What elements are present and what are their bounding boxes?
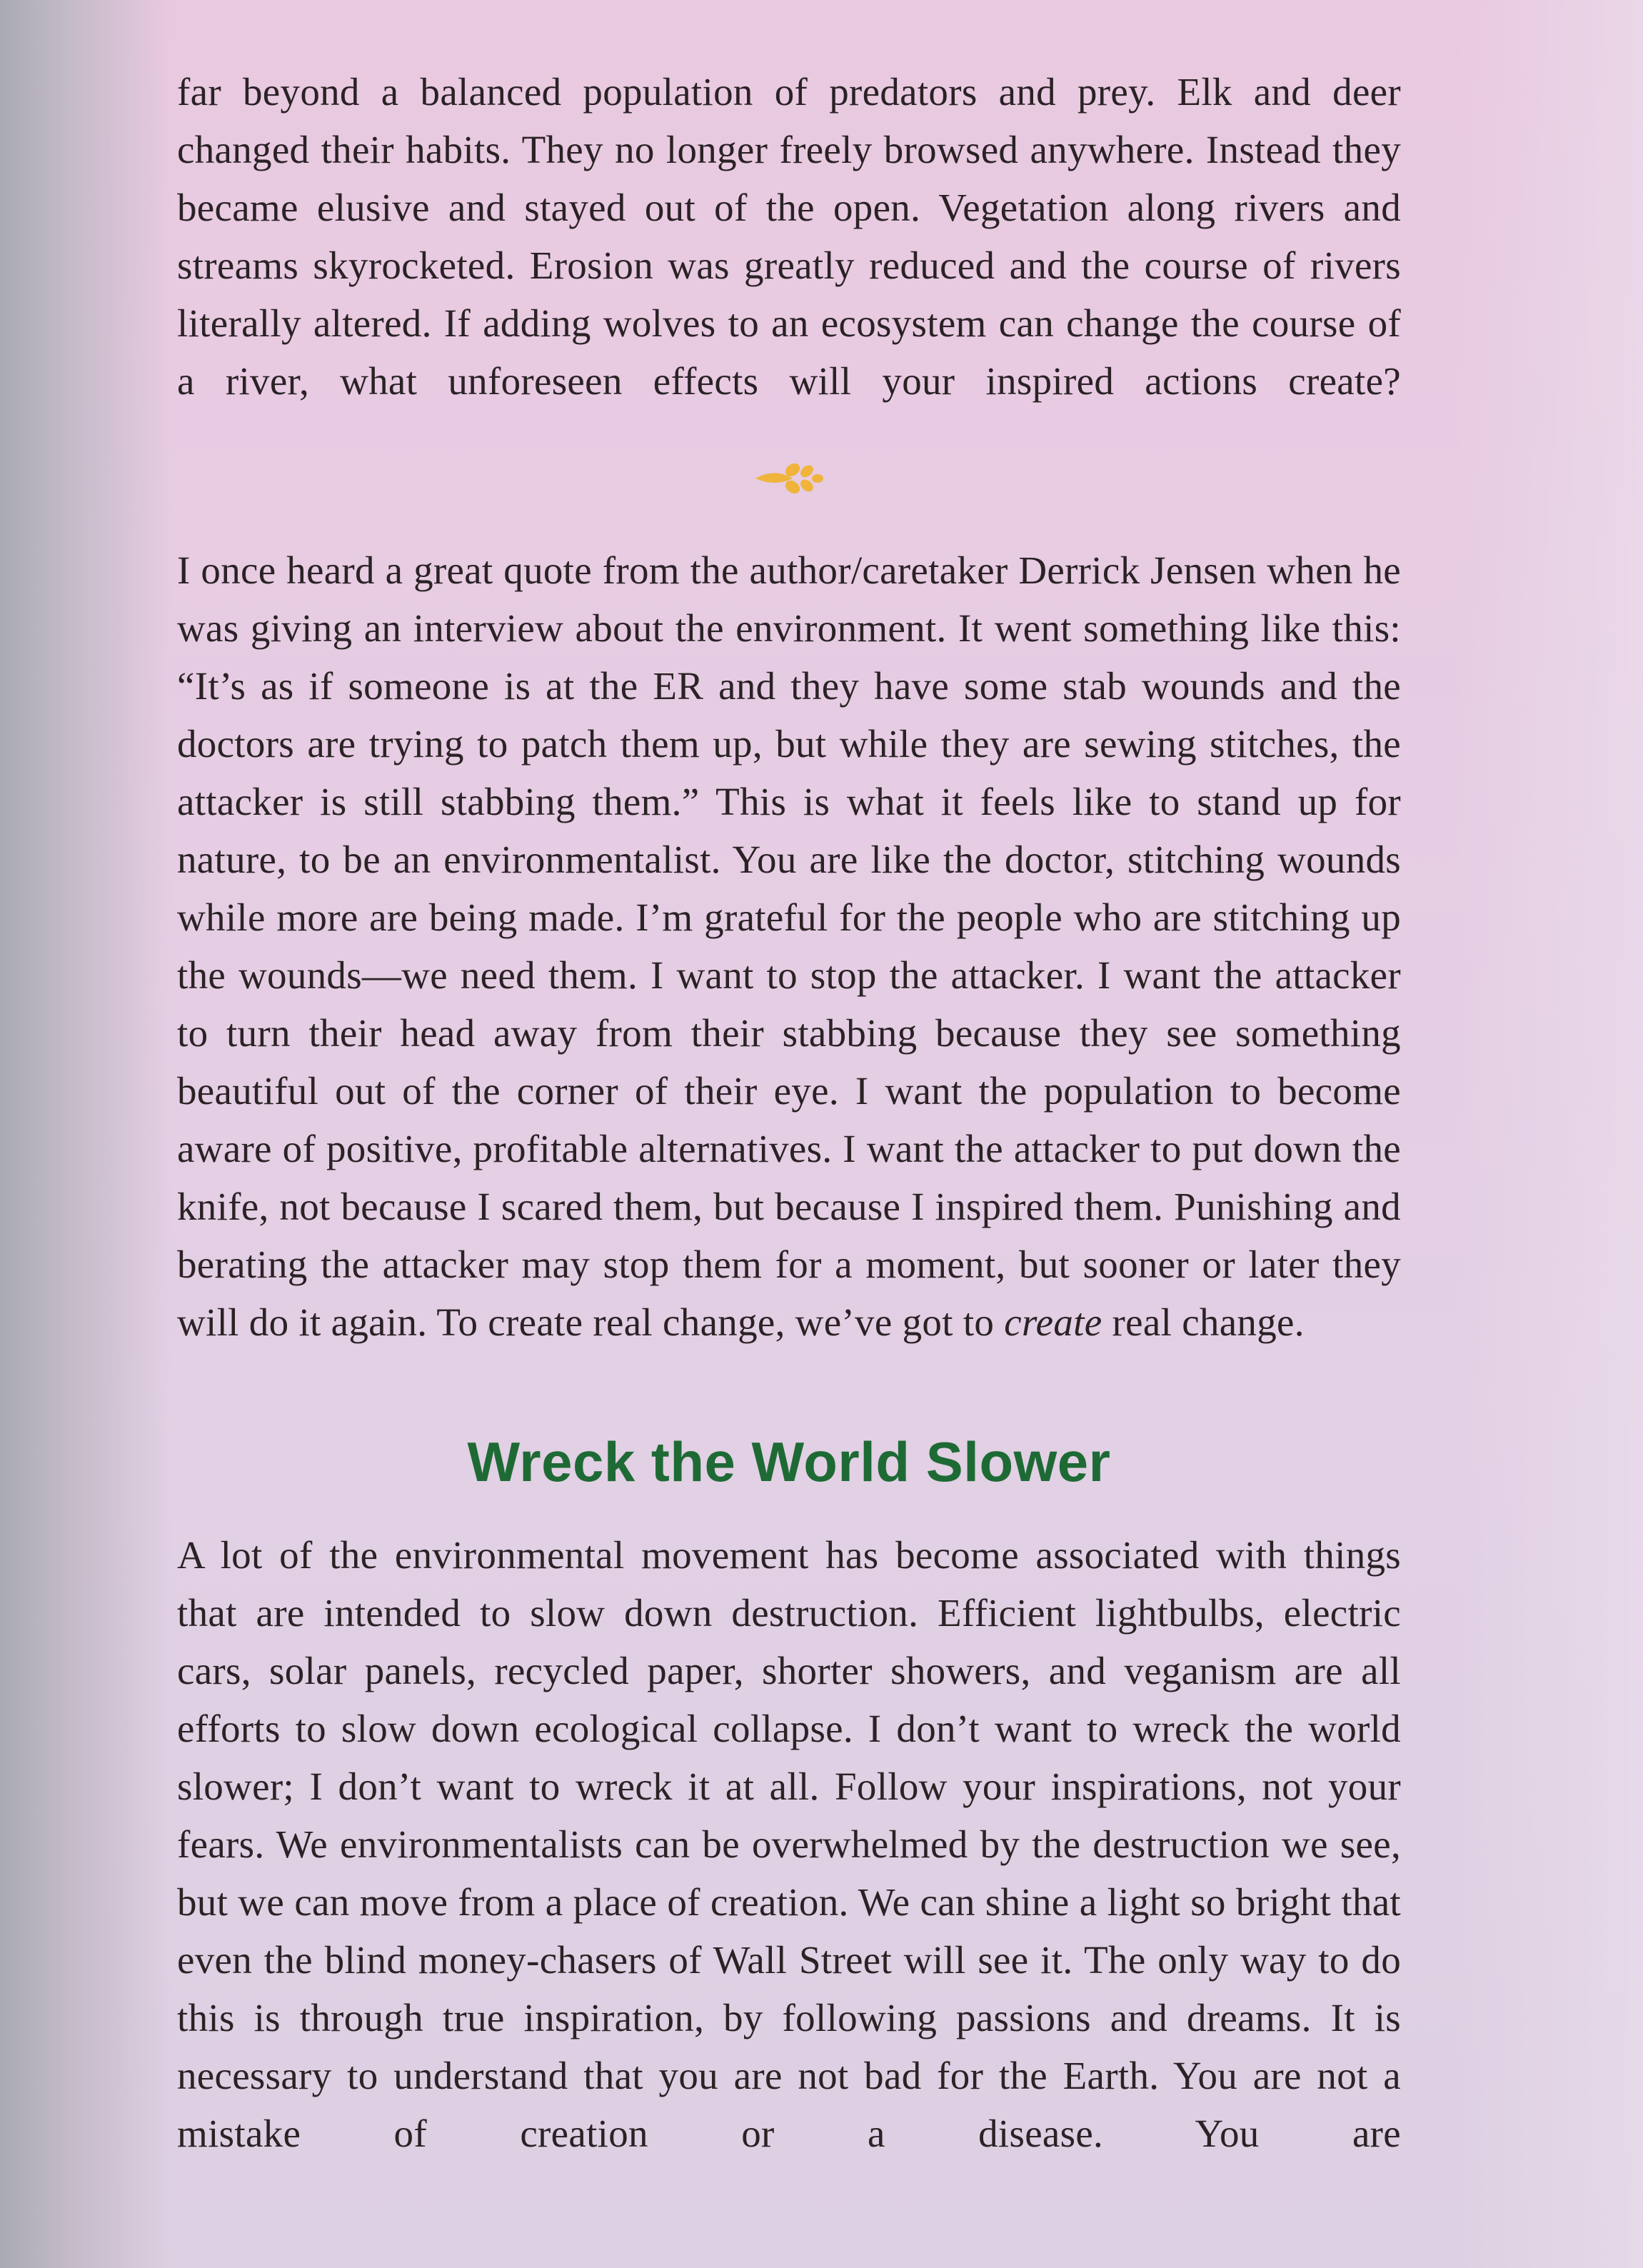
emphasis-create: create	[1004, 1300, 1102, 1344]
page-edge-light	[1457, 0, 1643, 2268]
paragraph-wreck-slower	[177, 1526, 1401, 2162]
paragraph-wreck-slower-text: A lot of the environmental movement has become associated with things that are intended to slow down destruction. Efficient lightbulbs, electric cars, solar panels, recycled paper, shorter showers, and veganism are all efforts to slow down ecological collapse. I don’t want to wreck the world slower; I don’t want to wreck it at all. Follow your inspirations, not your fears. We environmentalists can be overwhelmed by the destruction we see, but we can move from a place of creation. We can shine a light so bright that even the blind money-chasers of Wall Street will see it. The only way to do this is through true inspiration, by following passions and dreams. It is necessary to understand that you are not bad for the Earth. You are not a mistake of creation or a disease. You are	[177, 1533, 1401, 2155]
paragraph-wolves-text: far beyond a balanced population of predators and prey. Elk and deer changed their habits. They no longer freely browsed anywhere. Instead they became elusive and stayed out of the open. Vegetation along rivers and streams skyrocketed. Erosion was greatly reduced and the course of rivers literally altered. If adding wolves to an ecosystem can change the course of a river, what unforeseen effects will your inspired actions create?	[177, 70, 1401, 403]
paragraph-jensen-text: I once heard a great quote from the author/caretaker Derrick Jensen when he was giving an interview about the environment. It went something like this: “It’s as if someone is at the ER and they have some stab wounds and the doctors are trying to patch them up, but while they are sewing stitches, the attacker is still stabbing them.” This is what it feels like to stand up for nature, to be an environmentalist. You are like the doctor, stitching wounds while more are being made. I’m grateful for the people who are stitching up the wounds—we need them. I want to stop the attacker. I want the attacker to turn their head away from their stabbing because they see something beautiful out of the corner of their eye. I want the population to become aware of positive, profitable alternatives. I want the attacker to put down the knife, not because I scared them, but because I inspired them. Punishing and berating the attacker may stop them for a moment, but sooner or later they will do it again. To create real change, we’ve got to	[177, 548, 1401, 1344]
section-heading: Wreck the World Slower	[467, 1430, 1111, 1493]
paragraph-wolves	[177, 63, 1401, 410]
binding-shadow	[0, 0, 171, 2268]
paragraph-jensen-quote	[177, 541, 1401, 1351]
paragraph-jensen-ending: real change.	[1112, 1300, 1305, 1344]
book-page	[177, 63, 1401, 2162]
leaf-sprig-ornament-icon	[750, 454, 828, 507]
section-break-ornament	[177, 454, 1401, 507]
